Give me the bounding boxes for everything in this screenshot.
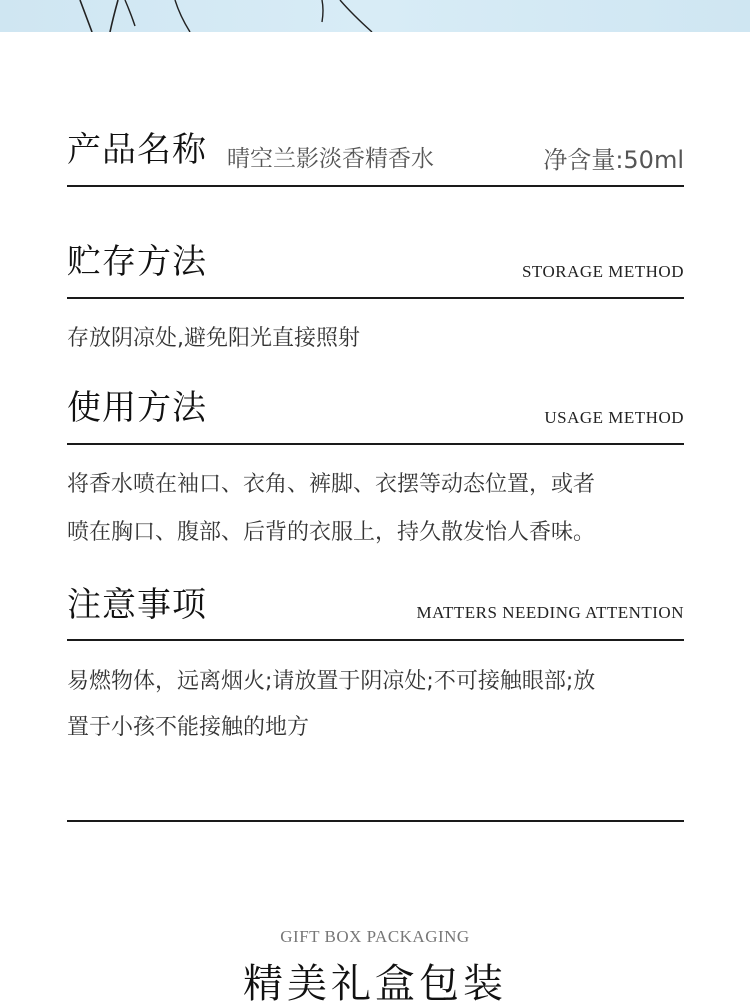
usage-text-line: 喷在胸口、腹部、后背的衣服上，持久散发怡人香味。: [67, 520, 596, 545]
gift-box-title-en: GIFT BOX PACKAGING: [280, 927, 470, 946]
attention-section: [67, 583, 684, 753]
storage-section: [67, 240, 684, 360]
divider-line: [67, 820, 684, 822]
usage-text-line: 将香水喷在袖口、衣角、裤脚、衣摆等动态位置，或者: [67, 472, 596, 497]
gift-box-title-cn: 精美礼盒包装: [243, 961, 507, 1007]
divider-line: [67, 185, 684, 187]
divider-line: [67, 639, 684, 641]
net-content: 净含量:50ml: [543, 146, 684, 174]
product-name: 晴空兰影淡香精香水: [227, 146, 434, 172]
attention-text-line: 置于小孩不能接触的地方: [67, 715, 310, 740]
usage-title-en: USAGE METHOD: [544, 408, 684, 427]
bottom-divider-section: [67, 820, 684, 824]
attention-text-line: 易燃物体，远离烟火;请放置于阴凉处;不可接触眼部;放: [67, 669, 596, 694]
storage-title: 贮存方法: [67, 242, 207, 282]
storage-title-en: STORAGE METHOD: [521, 262, 684, 281]
divider-line: [67, 443, 684, 445]
attention-title: 注意事项: [67, 585, 207, 625]
line-art-illustration: [0, 0, 750, 32]
product-section: [67, 130, 684, 190]
product-label: 产品名称: [67, 130, 207, 170]
usage-title: 使用方法: [67, 388, 207, 428]
usage-section: [67, 386, 684, 556]
attention-title-en: MATTERS NEEDING ATTENTION: [416, 603, 684, 622]
header-illustration-banner: [0, 0, 750, 32]
divider-line: [67, 297, 684, 299]
storage-text: 存放阴凉处,避免阳光直接照射: [67, 326, 360, 351]
